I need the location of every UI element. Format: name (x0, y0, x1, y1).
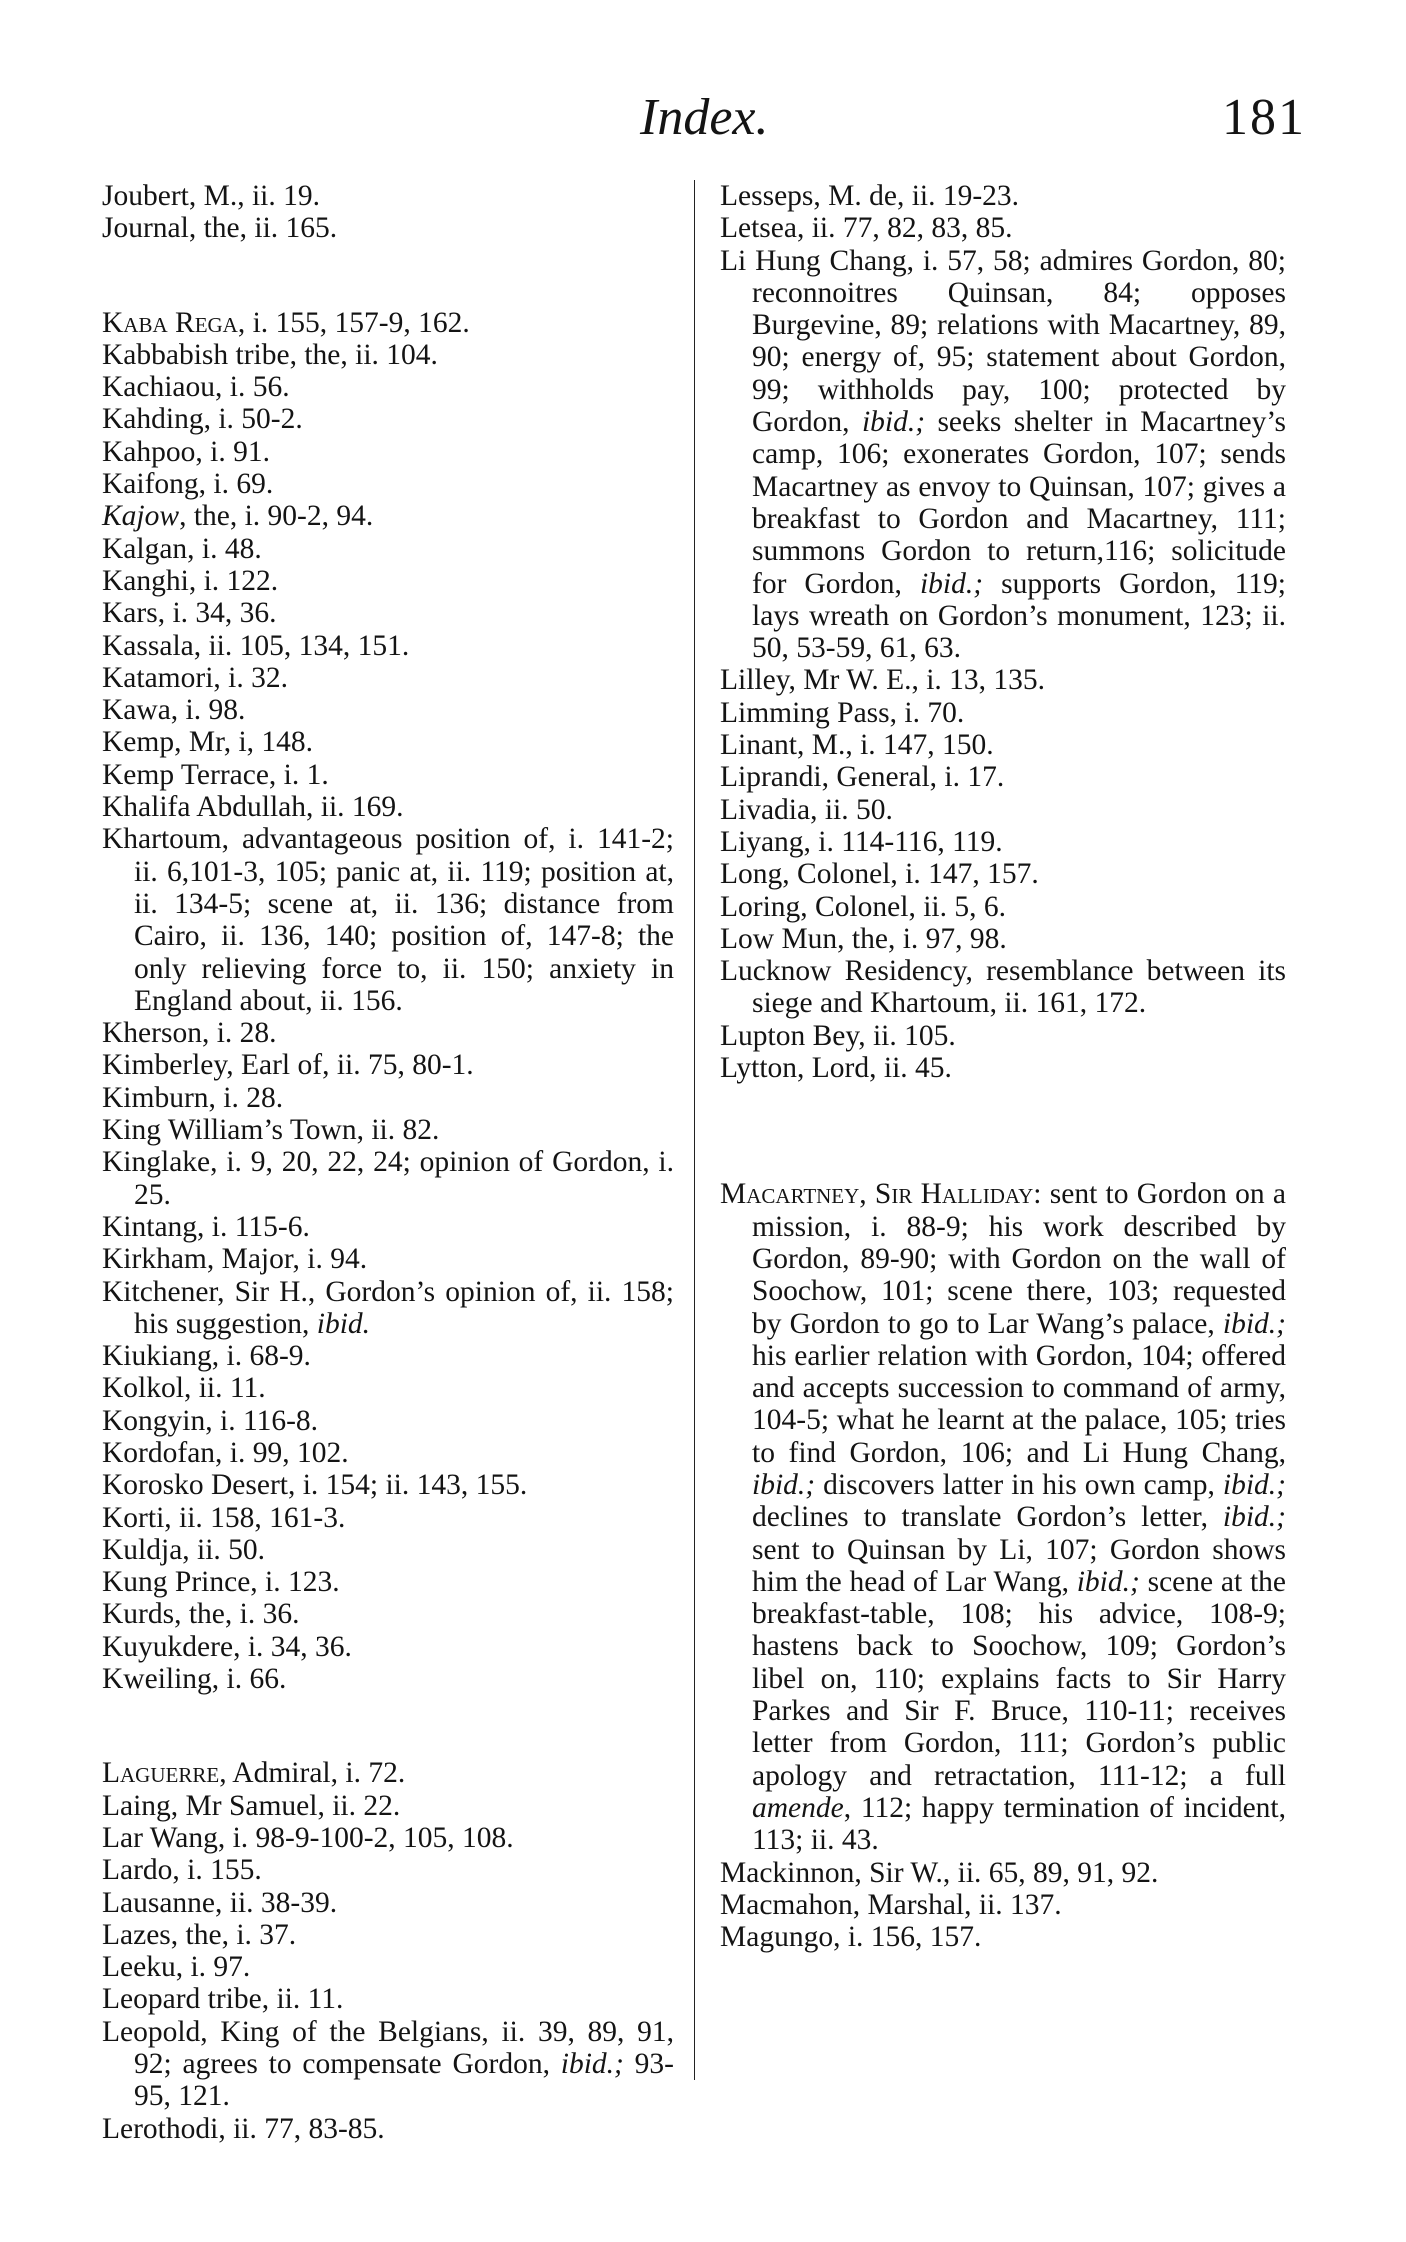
index-entry: Kimburn, i. 28. (102, 1081, 284, 1114)
index-entry: Kachiaou, i. 56. (102, 371, 290, 404)
entry-text: Li Hung Chang, i. 57, 58; admires Gordon, 80; reconnoitres Quinsan, 84; opposes Burgevine, 89; relations with Macartney, 89, 90; energy of, 95; statement about Gordon, 99; withholds pay, 100; protected by Gordon, (720, 244, 1286, 439)
index-entry: Lar Wang, i. 98-9-100-2, 105, 108. (102, 1821, 514, 1854)
index-entry: Low Mun, the, i. 97, 98. (720, 922, 1007, 955)
index-entry: Korosko Desert, i. 154; ii. 143, 155. (102, 1469, 528, 1502)
index-entry: Magungo, i. 156, 157. (720, 1921, 982, 1954)
entry-text: seeks shelter in Macartney’s camp, 106; exonerates Gordon, 107; sends Macartney as envoy to Quinsan, 107; gives a breakfast to Gordon and Macartney, 111; summons Gordon to return,116; solicitude for Gordon, (752, 406, 1286, 600)
page-title: Index. (640, 89, 769, 146)
index-entry: Kintang, i. 115-6. (102, 1210, 310, 1243)
ibid-reference: ibid.; (861, 406, 926, 439)
index-entry (720, 1178, 1286, 1856)
amende-term: amende (752, 1791, 844, 1824)
index-entry: Kweiling, i. 66. (102, 1663, 287, 1696)
index-entry: Limming Pass, i. 70. (720, 696, 965, 729)
index-entry: Kabbabish tribe, the, ii. 104. (102, 338, 438, 371)
index-entry: Kemp Terrace, i. 1. (102, 758, 329, 791)
index-entry: Long, Colonel, i. 147, 157. (720, 858, 1039, 891)
index-entry: Lerothodi, ii. 77, 83-85. (102, 2112, 385, 2145)
entry-text: his earlier relation with Gordon, 104; offered and accepts succession to command of army, 104-5; what he learnt at the palace, 105; tries to find Gordon, 106; and Li Hung Chang, (752, 1339, 1286, 1469)
index-entry: Kahpoo, i. 91. (102, 435, 270, 468)
index-entry (102, 307, 674, 339)
index-entry: Kongyin, i. 116-8. (102, 1404, 319, 1437)
entry-text: sent to Quinsan by Li, 107; Gordon shows him the head of Lar Wang, (752, 1533, 1286, 1598)
ibid-reference: ibid.; (919, 567, 984, 600)
index-entry: Kinglake, i. 9, 20, 22, 24; opinion of Gordon, i. 25. (102, 1146, 674, 1211)
entry-heading: Laguerre (102, 1757, 220, 1790)
page-number: 181 (1222, 89, 1306, 146)
index-entry: Journal, the, ii. 165. (102, 212, 338, 245)
index-entry: Kanghi, i. 122. (102, 564, 279, 597)
entry-heading: Kaba Rega (102, 306, 238, 339)
index-entry: Kahding, i. 50-2. (102, 403, 303, 436)
entry-text: discovers latter in his own camp, (815, 1468, 1223, 1501)
index-entry: Korti, ii. 158, 161-3. (102, 1501, 346, 1534)
section-gap (102, 245, 674, 307)
index-entry: Khalifa Abdullah, ii. 169. (102, 791, 404, 824)
ibid-reference: ibid.; (1222, 1468, 1286, 1501)
ibid-reference: ibid. (316, 1307, 371, 1340)
index-entry (102, 2016, 674, 2113)
index-entry: King William’s Town, ii. 82. (102, 1114, 440, 1147)
index-entry: Mackinnon, Sir W., ii. 65, 89, 91, 92. (720, 1856, 1159, 1889)
entry-text: Kitchener, Sir H., Gordon’s opinion of, ii. 158; his suggestion, (102, 1275, 674, 1340)
index-entry: Livadia, ii. 50. (720, 793, 893, 826)
section-gap (720, 1084, 1286, 1178)
section-gap (102, 1695, 674, 1757)
index-entry: Lesseps, M. de, ii. 19-23. (720, 180, 1020, 212)
index-entry: Loring, Colonel, ii. 5, 6. (720, 890, 1006, 923)
index-column-left (102, 180, 674, 2145)
index-entry: Lilley, Mr W. E., i. 13, 135. (720, 664, 1046, 697)
ibid-reference: ibid.; (1076, 1565, 1140, 1598)
entry-text: scene at the breakfast-table, 108; his advice, 108-9; hastens back to Soochow, 109; Gordon’s libel on, 110; explains facts to Sir Harry Parkes and Sir F. Bruce, 110-11; receives letter from Gordon, 111; Gordon’s public apology and retractation, 111-12; a full (752, 1565, 1287, 1792)
entry-heading: Macartney, Sir Halliday (720, 1178, 1034, 1211)
entry-text: Leopold, King of the Belgians, ii. 39, 89, 91, 92; agrees to compensate Gordon, (102, 2015, 674, 2081)
index-entry: Kuldja, ii. 50. (102, 1533, 266, 1566)
index-column-right (720, 180, 1286, 1953)
index-entry (102, 500, 674, 532)
index-entry: Leopard tribe, ii. 11. (102, 1983, 344, 2016)
index-entry: Lazes, the, i. 37. (102, 1918, 297, 1951)
entry-text: , i. 155, 157-9, 162. (237, 306, 470, 339)
index-entry: Laing, Mr Samuel, ii. 22. (102, 1789, 401, 1822)
index-entry (102, 1276, 674, 1341)
index-entry: Kemp, Mr, i, 148. (102, 726, 314, 759)
index-entry: Kiukiang, i. 68-9. (102, 1340, 311, 1373)
index-entry (102, 1757, 674, 1789)
index-entry: Kordofan, i. 99, 102. (102, 1436, 349, 1469)
ibid-reference: ibid.; (1222, 1501, 1286, 1534)
index-entry: Kaifong, i. 69. (102, 468, 274, 501)
page-header (0, 88, 1406, 148)
index-entry (720, 245, 1286, 665)
entry-text: : sent to Gordon on a mission, i. 88-9; his work described by Gordon, 89-90; with Gordon on the wall of Soochow, 101; scene there, 103; requested by Gordon to go to Lar Wang’s palace, (752, 1178, 1286, 1340)
index-entry: Kassala, ii. 105, 134, 151. (102, 629, 410, 662)
index-entry: Linant, M., i. 147, 150. (720, 729, 994, 762)
index-entry: Liyang, i. 114-116, 119. (720, 825, 1003, 858)
ibid-reference: ibid.; (560, 2048, 624, 2081)
index-entry: Kherson, i. 28. (102, 1017, 277, 1050)
ibid-reference: ibid.; (752, 1468, 816, 1501)
entry-text: , 112; happy termination of incident, 113; ii. 43. (752, 1791, 1286, 1857)
index-entry: Joubert, M., ii. 19. (102, 180, 320, 212)
index-entry: Lytton, Lord, ii. 45. (720, 1052, 952, 1085)
index-entry: Lausanne, ii. 38-39. (102, 1886, 338, 1919)
index-entry: Liprandi, General, i. 17. (720, 761, 1005, 794)
index-entry: Lucknow Residency, resemblance between its siege and Khartoum, ii. 161, 172. (720, 955, 1286, 1020)
index-entry: Leeku, i. 97. (102, 1951, 251, 1984)
index-entry: Kolkol, ii. 11. (102, 1372, 266, 1405)
entry-text: , the, i. 90-2, 94. (179, 500, 374, 533)
index-entry: Kalgan, i. 48. (102, 532, 262, 565)
index-entry: Letsea, ii. 77, 82, 83, 85. (720, 212, 1013, 245)
index-entry: Kawa, i. 98. (102, 694, 246, 727)
index-entry: Kung Prince, i. 123. (102, 1566, 340, 1599)
index-entry: Kuyukdere, i. 34, 36. (102, 1630, 352, 1663)
entry-text: 93-95, 121. (134, 2048, 674, 2113)
index-entry: Khartoum, advantageous position of, i. 141-2; ii. 6,101-3, 105; panic at, ii. 119; position at, ii. 134-5; scene at, ii. 136; distance from Cairo, ii. 136, 140; position of, 147-8; the only relieving force to, ii. 150; anxiety in England about, ii. 156. (102, 823, 674, 1017)
entry-heading: Kajow (102, 500, 180, 533)
index-entry: Katamori, i. 32. (102, 661, 288, 694)
index-entry: Kimberley, Earl of, ii. 75, 80-1. (102, 1049, 474, 1082)
index-entry: Kirkham, Major, i. 94. (102, 1243, 368, 1276)
entry-text: declines to translate Gordon’s letter, (752, 1501, 1223, 1534)
index-entry: Macmahon, Marshal, ii. 137. (720, 1888, 1062, 1921)
index-entry: Lupton Bey, ii. 105. (720, 1019, 956, 1052)
ibid-reference: ibid.; (1222, 1307, 1286, 1340)
index-entry: Kars, i. 34, 36. (102, 597, 277, 630)
index-entry: Lardo, i. 155. (102, 1854, 262, 1887)
column-divider (694, 180, 695, 2080)
entry-text: , Admiral, i. 72. (219, 1757, 406, 1790)
entry-text: supports Gordon, 119; lays wreath on Gordon’s monument, 123; ii. 50, 53-59, 61, 63. (752, 567, 1286, 665)
index-entry: Kurds, the, i. 36. (102, 1598, 300, 1631)
